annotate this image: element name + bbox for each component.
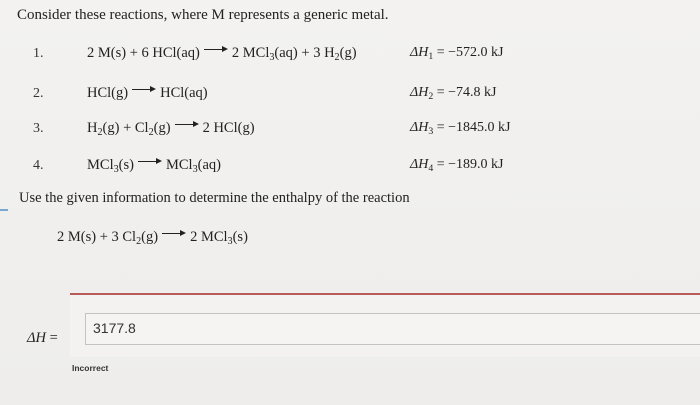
subscript: 3 xyxy=(113,164,119,175)
reaction-3-enthalpy xyxy=(410,120,510,136)
delta-h-symbol: ΔH xyxy=(27,330,46,346)
reaction-1-lhs: 2 M(s) + 6 HCl(aq) xyxy=(87,45,200,61)
answer-status-text: Incorrect xyxy=(72,363,109,373)
subscript: 2 xyxy=(334,52,340,63)
answer-input[interactable] xyxy=(85,313,700,345)
reaction-3-rhs: 2 HCl(g) xyxy=(202,120,255,136)
reaction-3-equation xyxy=(87,120,255,137)
target-lhs-a: 2 M(s) + 3 Cl xyxy=(57,229,137,245)
reaction-arrow-icon xyxy=(132,85,156,95)
reaction-4-lhs-a: MCl xyxy=(87,157,114,173)
reaction-4-lhs-b: (s) xyxy=(118,157,134,173)
reaction-4-number: 4. xyxy=(33,158,44,173)
answer-input-value[interactable]: 3177.8 xyxy=(93,320,136,336)
enthalpy-value: = −572.0 kJ xyxy=(436,45,504,60)
reaction-4-rhs-a: MCl xyxy=(165,157,193,173)
delta-h-symbol: ΔH xyxy=(410,120,429,135)
reaction-2-rhs: HCl(aq) xyxy=(160,85,208,101)
answer-label xyxy=(27,330,58,347)
reaction-1-rhs-b: (aq) + 3 H xyxy=(274,45,335,61)
reaction-1-equation xyxy=(87,45,357,62)
equals-sign: = xyxy=(49,330,58,346)
delta-h-symbol: ΔH xyxy=(410,157,429,172)
subscript: 2 xyxy=(97,127,103,138)
reaction-3-lhs-b: (g) + Cl xyxy=(102,120,149,136)
reaction-arrow-icon xyxy=(204,45,228,55)
subscript: 3 xyxy=(227,236,233,247)
enthalpy-value: = −74.8 kJ xyxy=(436,85,497,100)
target-rhs-b: (s) xyxy=(232,229,248,245)
reaction-1-enthalpy xyxy=(410,45,503,61)
reaction-4-rhs-b: (aq) xyxy=(197,157,221,173)
section-marker xyxy=(0,209,8,211)
reaction-1-number: 1. xyxy=(33,46,44,61)
subscript: 3 xyxy=(192,164,198,175)
delta-h-symbol: ΔH xyxy=(410,85,429,100)
reaction-3-lhs-a: H xyxy=(87,120,98,136)
target-reaction xyxy=(57,229,248,246)
subscript: 2 xyxy=(428,91,434,102)
reaction-arrow-icon xyxy=(138,157,162,167)
reaction-arrow-icon xyxy=(162,229,186,239)
reaction-3-number: 3. xyxy=(33,121,44,136)
reaction-4-equation xyxy=(87,157,221,174)
enthalpy-value: = −1845.0 kJ xyxy=(436,120,511,135)
reaction-2-number: 2. xyxy=(33,86,44,101)
reaction-4-enthalpy xyxy=(410,157,503,173)
subscript: 2 xyxy=(136,236,142,247)
delta-h-symbol: ΔH xyxy=(410,45,429,60)
reaction-1-rhs-c: (g) xyxy=(339,45,357,61)
reaction-2-equation xyxy=(87,85,208,102)
reaction-2-enthalpy xyxy=(410,85,496,101)
question-intro: Consider these reactions, where M represents a generic metal. xyxy=(17,7,389,23)
subscript: 4 xyxy=(428,163,434,174)
target-lhs-b: (g) xyxy=(141,229,159,245)
question-prompt: Use the given information to determine the enthalpy of the reaction xyxy=(19,190,410,206)
subscript: 2 xyxy=(148,127,154,138)
reaction-2-lhs: HCl(g) xyxy=(87,85,129,101)
subscript: 3 xyxy=(269,52,275,63)
target-rhs-a: 2 MCl xyxy=(190,229,228,245)
reaction-arrow-icon xyxy=(175,120,199,130)
subscript: 3 xyxy=(428,126,434,137)
subscript: 1 xyxy=(428,51,434,62)
reaction-1-rhs-a: 2 MCl xyxy=(231,45,270,61)
enthalpy-value: = −189.0 kJ xyxy=(436,157,504,172)
reaction-3-lhs-c: (g) xyxy=(153,120,171,136)
